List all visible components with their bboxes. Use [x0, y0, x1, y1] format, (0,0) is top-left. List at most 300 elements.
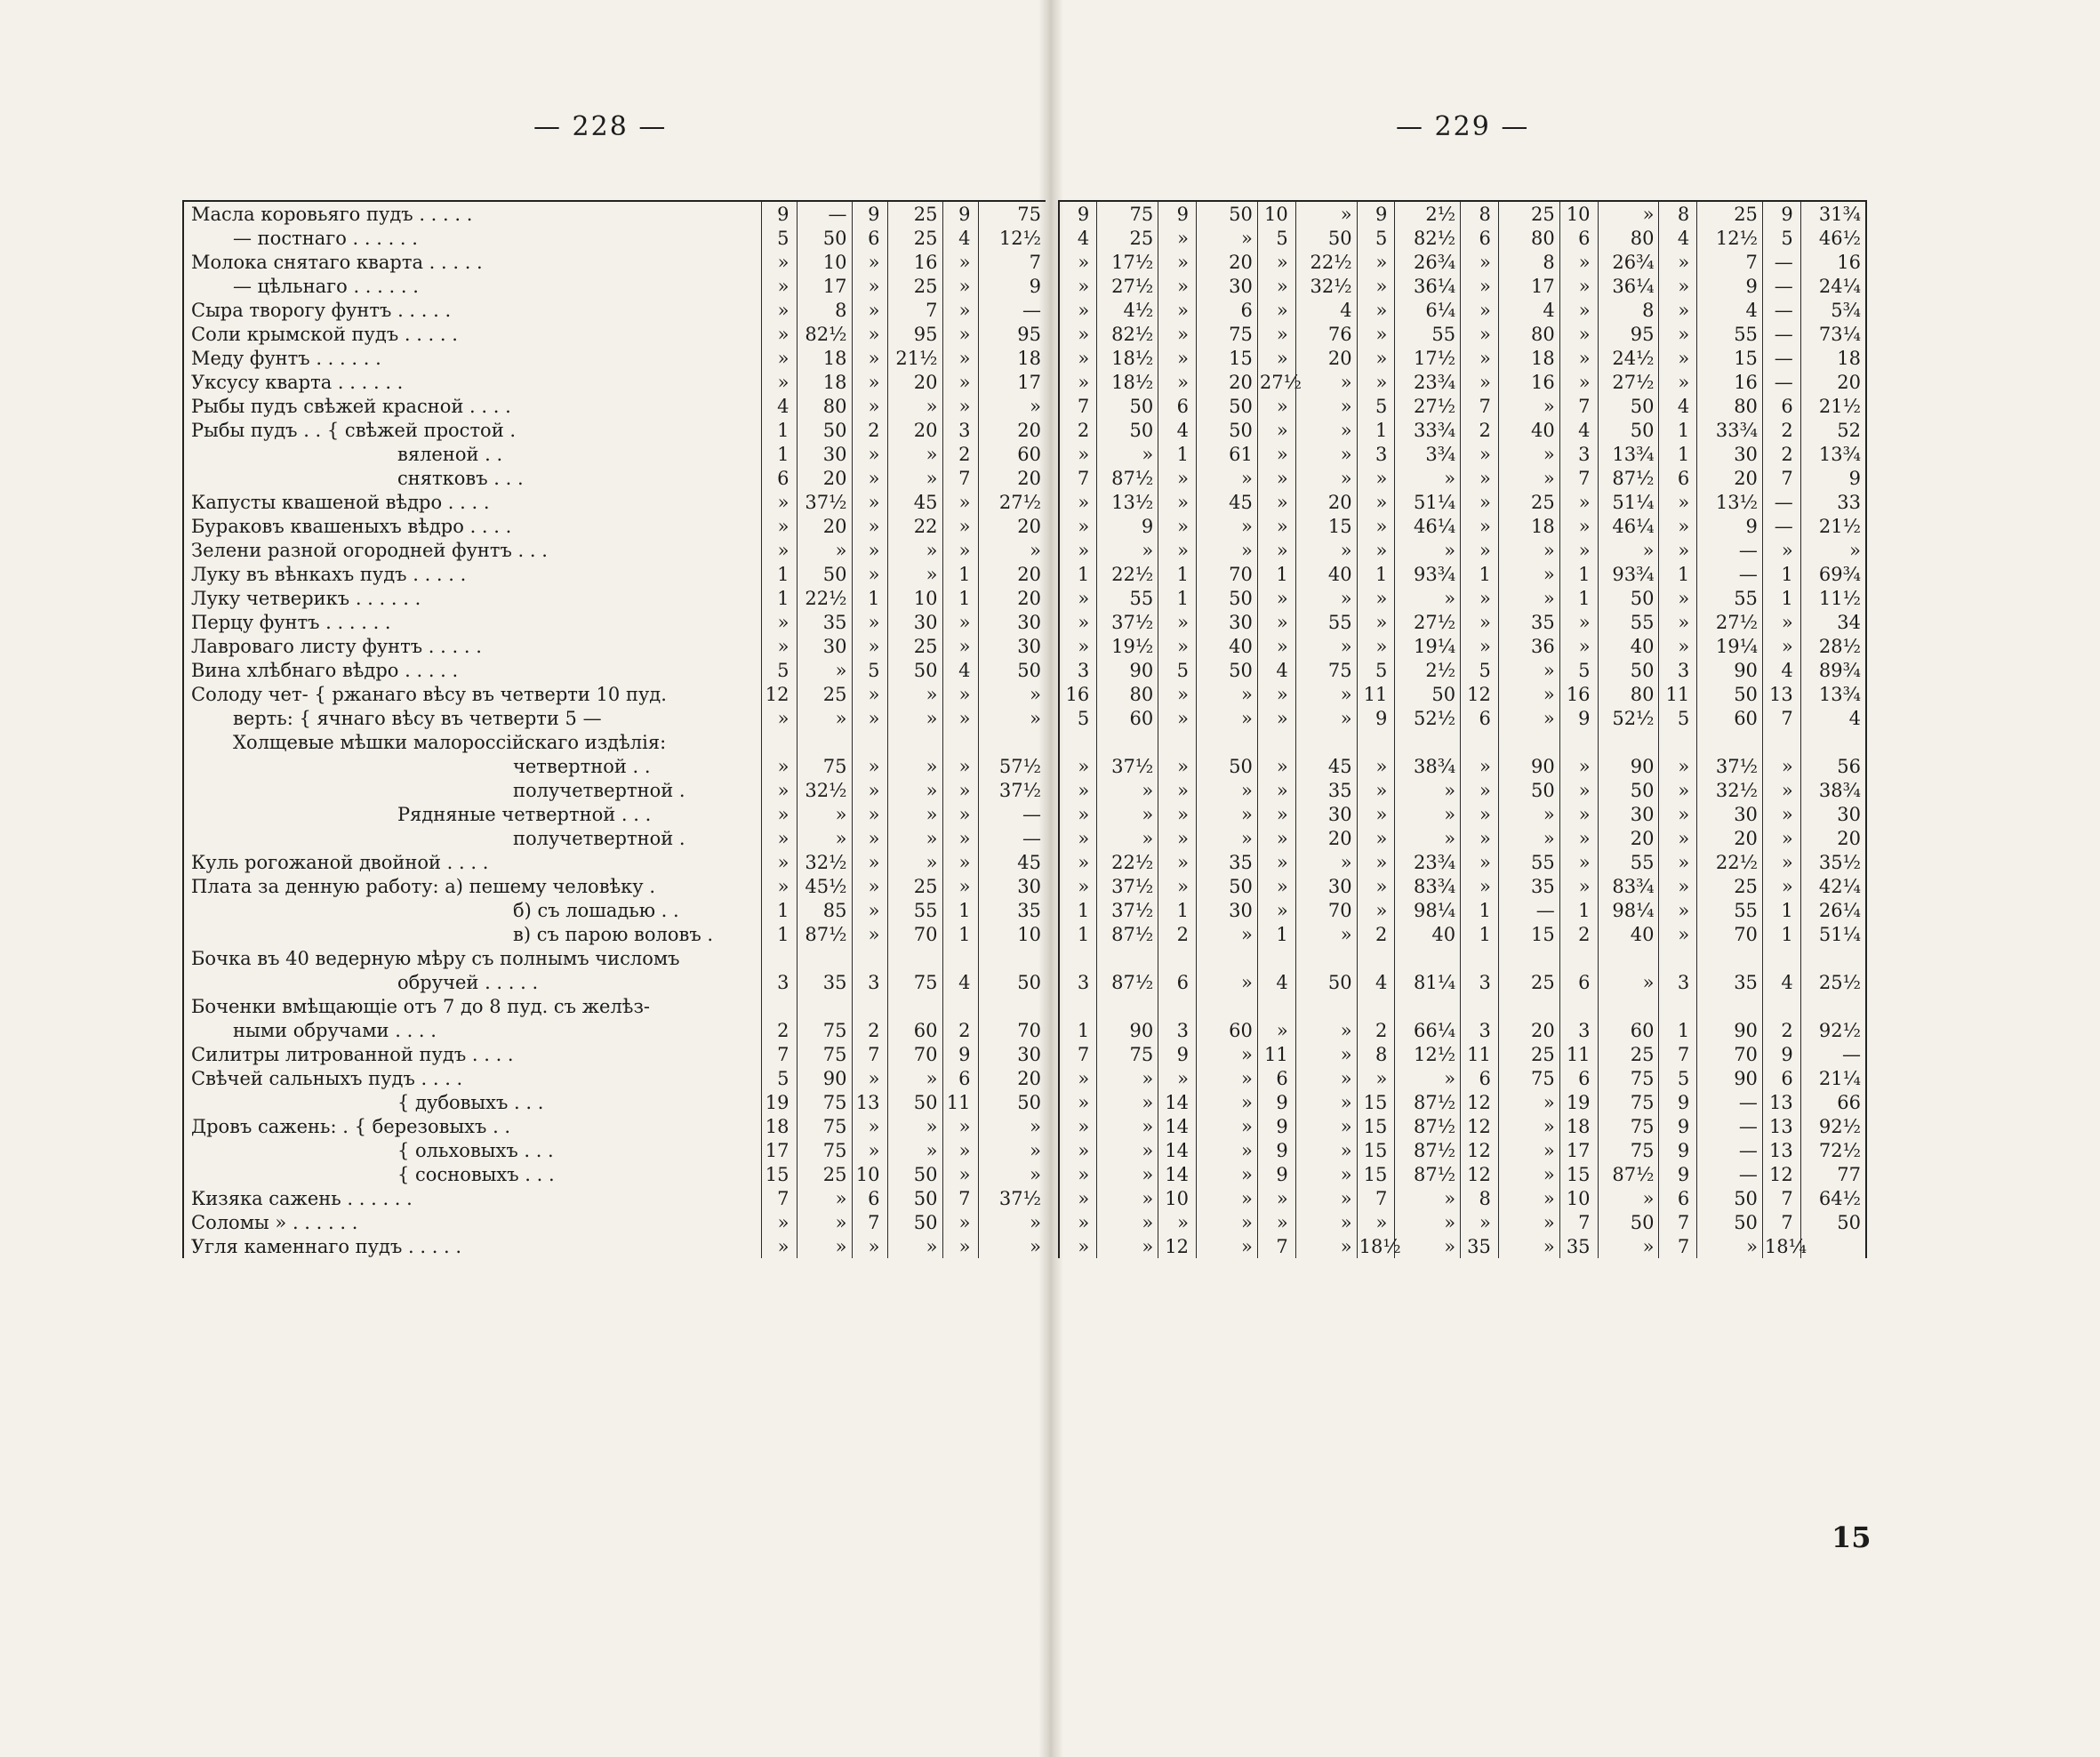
value-cell: »	[1196, 778, 1257, 802]
value-cell: »	[1498, 1210, 1559, 1234]
value-cell: 7	[852, 1210, 887, 1234]
value-cell	[1598, 946, 1659, 970]
row-label: Сыра творогу фунтъ . . . . .	[191, 299, 452, 321]
value-cell: 4	[1498, 298, 1559, 322]
value-cell: »	[852, 394, 887, 418]
row-label: Соли крымской пудъ . . . . .	[191, 323, 458, 345]
value-cell: 8	[1461, 1186, 1499, 1210]
value-cell: »	[1196, 1186, 1257, 1210]
value-cell: »	[1097, 442, 1158, 466]
value-cell: »	[1395, 466, 1461, 490]
value-cell: 6	[1559, 226, 1598, 250]
value-cell: 1	[1158, 898, 1197, 922]
table-row	[183, 226, 1046, 250]
value-cell: 35	[1697, 970, 1763, 994]
value-cell	[1559, 946, 1598, 970]
value-cell: 25	[887, 274, 942, 298]
value-cell: 37½	[1697, 754, 1763, 778]
value-cell: »	[852, 538, 887, 562]
value-cell: 75	[1598, 1114, 1659, 1138]
value-cell: 19¼	[1395, 634, 1461, 658]
value-cell: 6	[761, 466, 797, 490]
table-row	[183, 322, 1046, 346]
row-label: Луку въ вѣнкахъ пудъ . . . . .	[191, 563, 467, 585]
value-cell: 6	[1461, 226, 1499, 250]
value-cell: »	[1059, 490, 1097, 514]
value-cell: 6	[1659, 1186, 1697, 1210]
value-cell: —	[978, 826, 1046, 850]
value-cell: 90	[1498, 754, 1559, 778]
value-cell	[1295, 730, 1357, 754]
value-cell: »	[1357, 1210, 1395, 1234]
value-cell: 12	[1461, 1162, 1499, 1186]
value-cell: 12	[1461, 1114, 1499, 1138]
value-cell: »	[1461, 274, 1499, 298]
value-cell: 1	[1461, 922, 1499, 946]
value-cell: 5	[1357, 394, 1395, 418]
value-cell: 2½	[1395, 201, 1461, 226]
value-cell: »	[1357, 802, 1395, 826]
value-cell: 50	[887, 1186, 942, 1210]
row-label: Меду фунтъ . . . . . .	[191, 347, 381, 369]
value-cell: »	[1762, 826, 1800, 850]
table-row	[183, 466, 1046, 490]
value-cell: 1	[1762, 922, 1800, 946]
value-cell: »	[887, 706, 942, 730]
value-cell	[797, 946, 852, 970]
value-cell: 7	[1659, 1042, 1697, 1066]
value-cell: 2	[1559, 922, 1598, 946]
value-cell	[1461, 730, 1499, 754]
value-cell: »	[1257, 490, 1295, 514]
table-row	[183, 1138, 1046, 1162]
value-cell: »	[1357, 538, 1395, 562]
value-cell: 1	[761, 898, 797, 922]
value-cell: »	[1461, 610, 1499, 634]
value-cell: »	[1158, 298, 1197, 322]
value-cell: 37½	[978, 778, 1046, 802]
table-row	[183, 1186, 1046, 1210]
value-cell: »	[1559, 538, 1598, 562]
value-cell: 45	[978, 850, 1046, 874]
value-cell: »	[852, 778, 887, 802]
table-row	[183, 201, 1046, 226]
value-cell: »	[852, 826, 887, 850]
value-cell: »	[1461, 586, 1499, 610]
value-cell: »	[1295, 1234, 1357, 1258]
value-cell: 8	[1598, 298, 1659, 322]
value-cell: »	[1257, 394, 1295, 418]
value-cell: »	[1158, 754, 1197, 778]
table-row	[1059, 706, 1866, 730]
value-cell: 12	[1461, 1090, 1499, 1114]
value-cell: 19¼	[1697, 634, 1763, 658]
value-cell: 3	[1461, 970, 1499, 994]
value-cell: »	[1059, 874, 1097, 898]
value-cell: 1	[1059, 898, 1097, 922]
value-cell: 30	[797, 634, 852, 658]
value-cell: 30	[887, 610, 942, 634]
value-cell: »	[852, 298, 887, 322]
value-cell: »	[852, 250, 887, 274]
value-cell: 80	[797, 394, 852, 418]
value-cell: »	[1559, 610, 1598, 634]
value-cell: 32½	[1295, 274, 1357, 298]
value-cell: 20	[1196, 370, 1257, 394]
value-cell: 33¾	[1697, 418, 1763, 442]
value-cell: »	[1659, 346, 1697, 370]
value-cell	[1196, 994, 1257, 1018]
value-cell: 20	[978, 466, 1046, 490]
value-cell: 35	[978, 898, 1046, 922]
value-cell: »	[1461, 778, 1499, 802]
value-cell: 12	[761, 682, 797, 706]
value-cell: 4	[761, 394, 797, 418]
row-label: Плата за денную работу: а) пешему человѣку .	[191, 875, 656, 897]
value-cell: 51¼	[1800, 922, 1866, 946]
value-cell: 55	[1598, 610, 1659, 634]
value-cell: »	[761, 490, 797, 514]
value-cell: »	[852, 466, 887, 490]
value-cell: »	[1461, 874, 1499, 898]
value-cell: 1	[1158, 442, 1197, 466]
value-cell: »	[797, 538, 852, 562]
value-cell: »	[1097, 1090, 1158, 1114]
value-cell: 61	[1196, 442, 1257, 466]
value-cell: 20	[1697, 826, 1763, 850]
value-cell: »	[1395, 1186, 1461, 1210]
table-row	[183, 274, 1046, 298]
value-cell: 12½	[1395, 1042, 1461, 1066]
value-cell: 16	[1498, 370, 1559, 394]
value-cell: 25	[887, 226, 942, 250]
value-cell: »	[1257, 682, 1295, 706]
value-cell: 7	[1559, 466, 1598, 490]
value-cell: 4	[942, 658, 978, 682]
value-cell: 18	[1559, 1114, 1598, 1138]
table-row	[183, 994, 1046, 1018]
value-cell: 50	[978, 970, 1046, 994]
value-cell: »	[1559, 250, 1598, 274]
value-cell	[1697, 994, 1763, 1018]
value-cell: 6	[1559, 1066, 1598, 1090]
value-cell: »	[1559, 778, 1598, 802]
value-cell: 30	[1196, 274, 1257, 298]
table-row	[1059, 1042, 1866, 1066]
value-cell: 13½	[1097, 490, 1158, 514]
value-cell: —	[1762, 298, 1800, 322]
value-cell: 30	[978, 634, 1046, 658]
table-row	[183, 754, 1046, 778]
value-cell	[852, 730, 887, 754]
value-cell: »	[1357, 874, 1395, 898]
value-cell: 5	[1158, 658, 1197, 682]
value-cell: »	[852, 850, 887, 874]
value-cell: »	[852, 682, 887, 706]
value-cell: 7	[1762, 706, 1800, 730]
value-cell: 4	[1059, 226, 1097, 250]
value-cell: 1	[761, 562, 797, 586]
value-cell: 9	[1659, 1162, 1697, 1186]
value-cell: 5	[1357, 226, 1395, 250]
value-cell: »	[1158, 874, 1197, 898]
value-cell: 17	[1559, 1138, 1598, 1162]
value-cell: 2	[942, 442, 978, 466]
value-cell	[1800, 994, 1866, 1018]
value-cell: 26¾	[1395, 250, 1461, 274]
value-cell: 19	[1559, 1090, 1598, 1114]
value-cell: 50	[1196, 418, 1257, 442]
value-cell: »	[1295, 1162, 1357, 1186]
value-cell: »	[1357, 490, 1395, 514]
table-row	[1059, 1114, 1866, 1138]
value-cell: 50	[1598, 658, 1659, 682]
value-cell: »	[1059, 850, 1097, 874]
value-cell: »	[852, 274, 887, 298]
value-cell: »	[1461, 1210, 1499, 1234]
value-cell: 20	[887, 418, 942, 442]
value-cell: »	[1158, 634, 1197, 658]
value-cell: 20	[1196, 250, 1257, 274]
value-cell: 6	[1196, 298, 1257, 322]
value-cell: »	[1498, 802, 1559, 826]
row-label: Молока снятаго кварта . . . . .	[191, 251, 483, 273]
value-cell: 70	[978, 1018, 1046, 1042]
value-cell: 50	[1598, 1210, 1659, 1234]
value-cell: »	[761, 826, 797, 850]
value-cell: 2	[1158, 922, 1197, 946]
value-cell	[1059, 730, 1097, 754]
value-cell: »	[797, 1234, 852, 1258]
value-cell: 22½	[797, 586, 852, 610]
value-cell: 87½	[1097, 922, 1158, 946]
value-cell: »	[978, 1234, 1046, 1258]
value-cell: »	[797, 706, 852, 730]
value-cell: 6	[1158, 394, 1197, 418]
value-cell: »	[1659, 298, 1697, 322]
value-cell: »	[1158, 778, 1197, 802]
value-cell: »	[852, 706, 887, 730]
row-label: Дровъ сажень: . { березовыхъ . .	[191, 1115, 511, 1137]
value-cell: »	[1257, 586, 1295, 610]
value-cell: »	[1196, 514, 1257, 538]
value-cell: »	[1196, 1234, 1257, 1258]
value-cell	[1498, 946, 1559, 970]
value-cell: 1	[1158, 562, 1197, 586]
value-cell: 17½	[1097, 250, 1158, 274]
value-cell: 5	[1461, 658, 1499, 682]
value-cell: 20	[1295, 346, 1357, 370]
value-cell: 18¼	[1762, 1234, 1800, 1258]
value-cell: »	[1059, 346, 1097, 370]
value-cell: »	[1158, 466, 1197, 490]
value-cell: »	[887, 754, 942, 778]
value-cell: 18½	[1357, 1234, 1395, 1258]
value-cell: 4	[942, 970, 978, 994]
value-cell: 57½	[978, 754, 1046, 778]
value-cell: 2	[1357, 922, 1395, 946]
value-cell: »	[1498, 826, 1559, 850]
value-cell: »	[1257, 418, 1295, 442]
row-label: Бураковъ квашеныхъ вѣдро . . . .	[191, 515, 512, 537]
value-cell: »	[1059, 778, 1097, 802]
table-row	[1059, 970, 1866, 994]
value-cell: 3	[1059, 970, 1097, 994]
value-cell: 27½	[1257, 370, 1295, 394]
value-cell: 40	[1598, 922, 1659, 946]
value-cell: 10	[1559, 1186, 1598, 1210]
table-row	[1059, 322, 1866, 346]
value-cell: »	[1659, 898, 1697, 922]
value-cell: —	[1762, 514, 1800, 538]
value-cell: »	[1295, 1042, 1357, 1066]
value-cell: 4	[1659, 226, 1697, 250]
value-cell: 60	[887, 1018, 942, 1042]
value-cell: 38¾	[1800, 778, 1866, 802]
value-cell	[1059, 994, 1097, 1018]
value-cell: »	[1395, 1234, 1461, 1258]
table-row	[1059, 226, 1866, 250]
table-row	[1059, 778, 1866, 802]
value-cell: »	[1498, 1162, 1559, 1186]
value-cell: »	[1357, 610, 1395, 634]
value-cell: »	[761, 706, 797, 730]
value-cell: 87½	[1395, 1114, 1461, 1138]
row-label: Масла коровьяго пудъ . . . . .	[191, 203, 473, 225]
table-row	[183, 1018, 1046, 1042]
table-row	[183, 1114, 1046, 1138]
value-cell: 37½	[797, 490, 852, 514]
value-cell: 9	[852, 201, 887, 226]
value-cell: 75	[1196, 322, 1257, 346]
value-cell	[1461, 994, 1499, 1018]
value-cell: 55	[1097, 586, 1158, 610]
value-cell: 4	[1800, 706, 1866, 730]
table-row	[183, 778, 1046, 802]
table-row	[1059, 1210, 1866, 1234]
value-cell: 5	[761, 226, 797, 250]
value-cell: »	[887, 394, 942, 418]
row-label: Рядняные четвертной . . .	[397, 803, 652, 825]
value-cell: »	[852, 490, 887, 514]
table-row	[183, 802, 1046, 826]
value-cell: »	[1097, 1162, 1158, 1186]
value-cell	[1357, 946, 1395, 970]
value-cell: 4	[1659, 394, 1697, 418]
table-row	[1059, 538, 1866, 562]
value-cell: 7	[1357, 1186, 1395, 1210]
value-cell: »	[1461, 634, 1499, 658]
value-cell: 6	[1461, 1066, 1499, 1090]
value-cell: »	[1257, 466, 1295, 490]
value-cell: 15	[1357, 1114, 1395, 1138]
value-cell	[1097, 994, 1158, 1018]
table-row	[183, 898, 1046, 922]
value-cell: »	[852, 754, 887, 778]
value-cell: »	[1158, 322, 1197, 346]
value-cell: 30	[978, 610, 1046, 634]
table-row	[1059, 562, 1866, 586]
value-cell: »	[942, 538, 978, 562]
value-cell: 19	[761, 1090, 797, 1114]
value-cell	[1395, 946, 1461, 970]
value-cell: 5¾	[1800, 298, 1866, 322]
value-cell: »	[1196, 802, 1257, 826]
value-cell: »	[1196, 706, 1257, 730]
value-cell: 1	[761, 922, 797, 946]
value-cell: »	[1498, 658, 1559, 682]
value-cell: 50	[1196, 874, 1257, 898]
value-cell: 15	[1357, 1090, 1395, 1114]
sheet-number: 15	[1831, 1520, 1872, 1554]
value-cell: 9	[1158, 1042, 1197, 1066]
value-cell: 2	[852, 1018, 887, 1042]
table-row	[1059, 586, 1866, 610]
value-cell: 30	[1697, 802, 1763, 826]
value-cell: »	[1357, 1066, 1395, 1090]
value-cell: »	[1059, 586, 1097, 610]
table-row	[183, 922, 1046, 946]
value-cell: 23¾	[1395, 370, 1461, 394]
value-cell: 45½	[797, 874, 852, 898]
value-cell: 27½	[1097, 274, 1158, 298]
value-cell: 75	[797, 1018, 852, 1042]
value-cell: 16	[1059, 682, 1097, 706]
value-cell: 1	[1461, 898, 1499, 922]
value-cell: 95	[1598, 322, 1659, 346]
value-cell: 30	[978, 874, 1046, 898]
value-cell: 1	[942, 586, 978, 610]
table-row	[183, 370, 1046, 394]
value-cell: »	[1762, 754, 1800, 778]
value-cell: 25	[887, 634, 942, 658]
value-cell: 7	[1697, 250, 1763, 274]
value-cell: »	[887, 1114, 942, 1138]
value-cell: 75	[1097, 1042, 1158, 1066]
value-cell: 83¾	[1395, 874, 1461, 898]
table-row	[183, 1210, 1046, 1234]
value-cell: 30	[1697, 442, 1763, 466]
value-cell: 25½	[1800, 970, 1866, 994]
value-cell: —	[1697, 1162, 1763, 1186]
value-cell: 7	[761, 1042, 797, 1066]
value-cell: 87½	[1395, 1162, 1461, 1186]
value-cell: 3	[1059, 658, 1097, 682]
value-cell	[1395, 730, 1461, 754]
value-cell: 18	[797, 346, 852, 370]
value-cell: »	[1295, 370, 1357, 394]
value-cell: »	[1461, 298, 1499, 322]
value-cell: 1	[1461, 562, 1499, 586]
table-row	[1059, 634, 1866, 658]
value-cell: 75	[1295, 658, 1357, 682]
value-cell: »	[978, 706, 1046, 730]
table-row	[183, 730, 1046, 754]
value-cell: »	[942, 250, 978, 274]
value-cell: 98¼	[1395, 898, 1461, 922]
value-cell: »	[1059, 610, 1097, 634]
value-cell: »	[887, 850, 942, 874]
value-cell: 1	[942, 898, 978, 922]
value-cell: 8	[1357, 1042, 1395, 1066]
value-cell: 9	[1800, 466, 1866, 490]
value-cell: »	[1659, 274, 1697, 298]
value-cell: 70	[1295, 898, 1357, 922]
value-cell	[1762, 994, 1800, 1018]
value-cell: 3	[942, 418, 978, 442]
value-cell: 1	[1762, 562, 1800, 586]
value-cell: 12½	[978, 226, 1046, 250]
